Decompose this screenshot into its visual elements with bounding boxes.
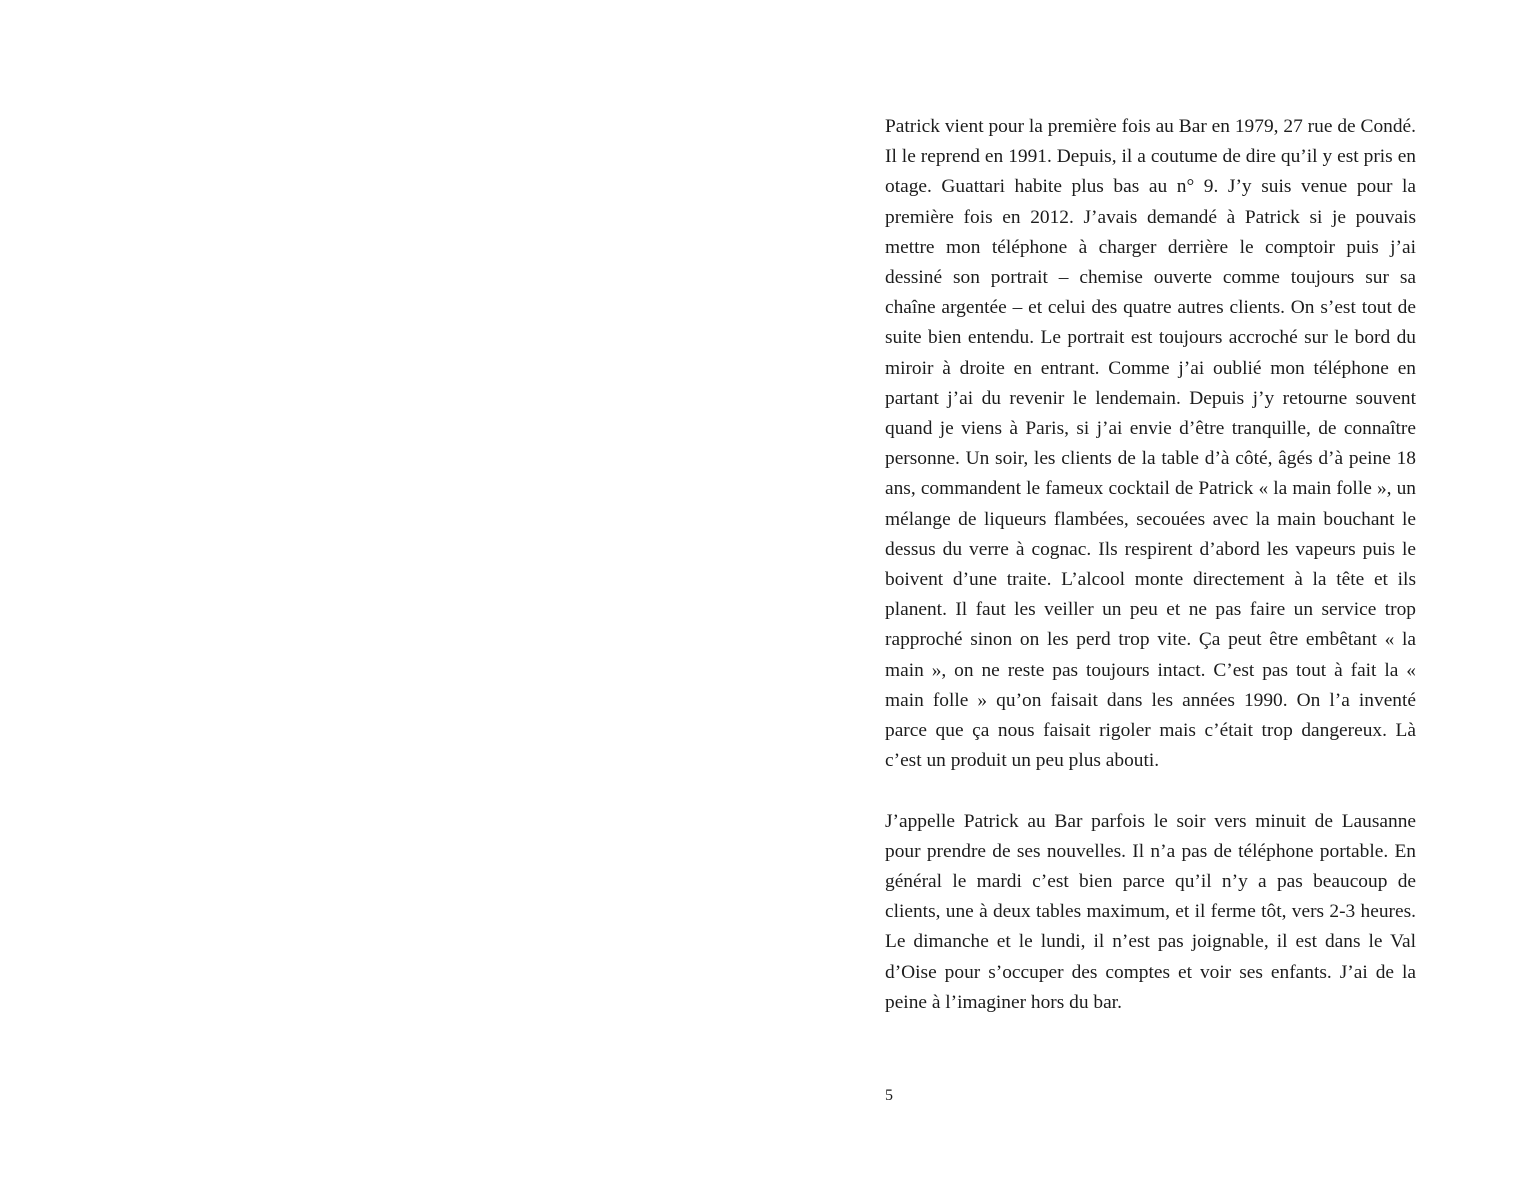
paragraph-2: J’appelle Patrick au Bar parfois le soir vers minuit de Lausanne pour prendre de ses nouvelles. Il n’a pas de téléphone portable. En général le mardi c’est bien parce qu’il n’y a pas beaucoup de clients, une à deux tables maximum, et il ferme tôt, vers 2-3 heures. Le dimanche et le lundi, il n’est pas joignable, il est dans le Val d’Oise pour s’occuper des comptes et voir ses enfants. J’ai de la peine à l’imaginer hors du bar. [885,810,1416,1013]
body-text [885,112,1416,1018]
paragraph-1: Patrick vient pour la première fois au Bar en 1979, 27 rue de Condé. Il le reprend en 1991. Depuis, il a coutume de dire qu’il y est pris en otage. Guattari habite plus bas au n° 9. J’y suis venue pour la première fois en 2012. J’avais demandé à Patrick si je pouvais mettre mon téléphone à charger derrière le comptoir puis j’ai dessiné son portrait – chemise ouverte comme toujours sur sa chaîne argentée – et celui des quatre autres clients. On s’est tout de suite bien entendu. Le portrait est toujours accroché sur le bord du miroir à droite en entrant. Comme j’ai oublié mon téléphone en partant j’ai du revenir le lendemain. Depuis j’y retourne souvent quand je viens à Paris, si j’ai envie d’être tranquille, de connaître personne. Un soir, les clients de la table d’à côté, âgés d’à peine 18 ans, commandent le fameux cocktail de Patrick « la main folle », un mélange de liqueurs flambées, secouées avec la main bouchant le dessus du verre à cognac. Ils respirent d’abord les vapeurs puis le boivent d’une traite. L’alcool monte directement à la tête et ils planent. Il faut les veiller un peu et ne pas faire un service trop rapproché sinon on les perd trop vite. Ça peut être embêtant « la main », on ne reste pas toujours intact. C’est pas tout à fait la « main folle » qu’on faisait dans les années 1990. On l’a inventé parce que ça nous faisait rigoler mais c’était trop dangereux. Là c’est un produit un peu plus abouti. [885,116,1416,772]
left-page-blank [0,0,767,1181]
page-number: 5 [885,1087,893,1104]
